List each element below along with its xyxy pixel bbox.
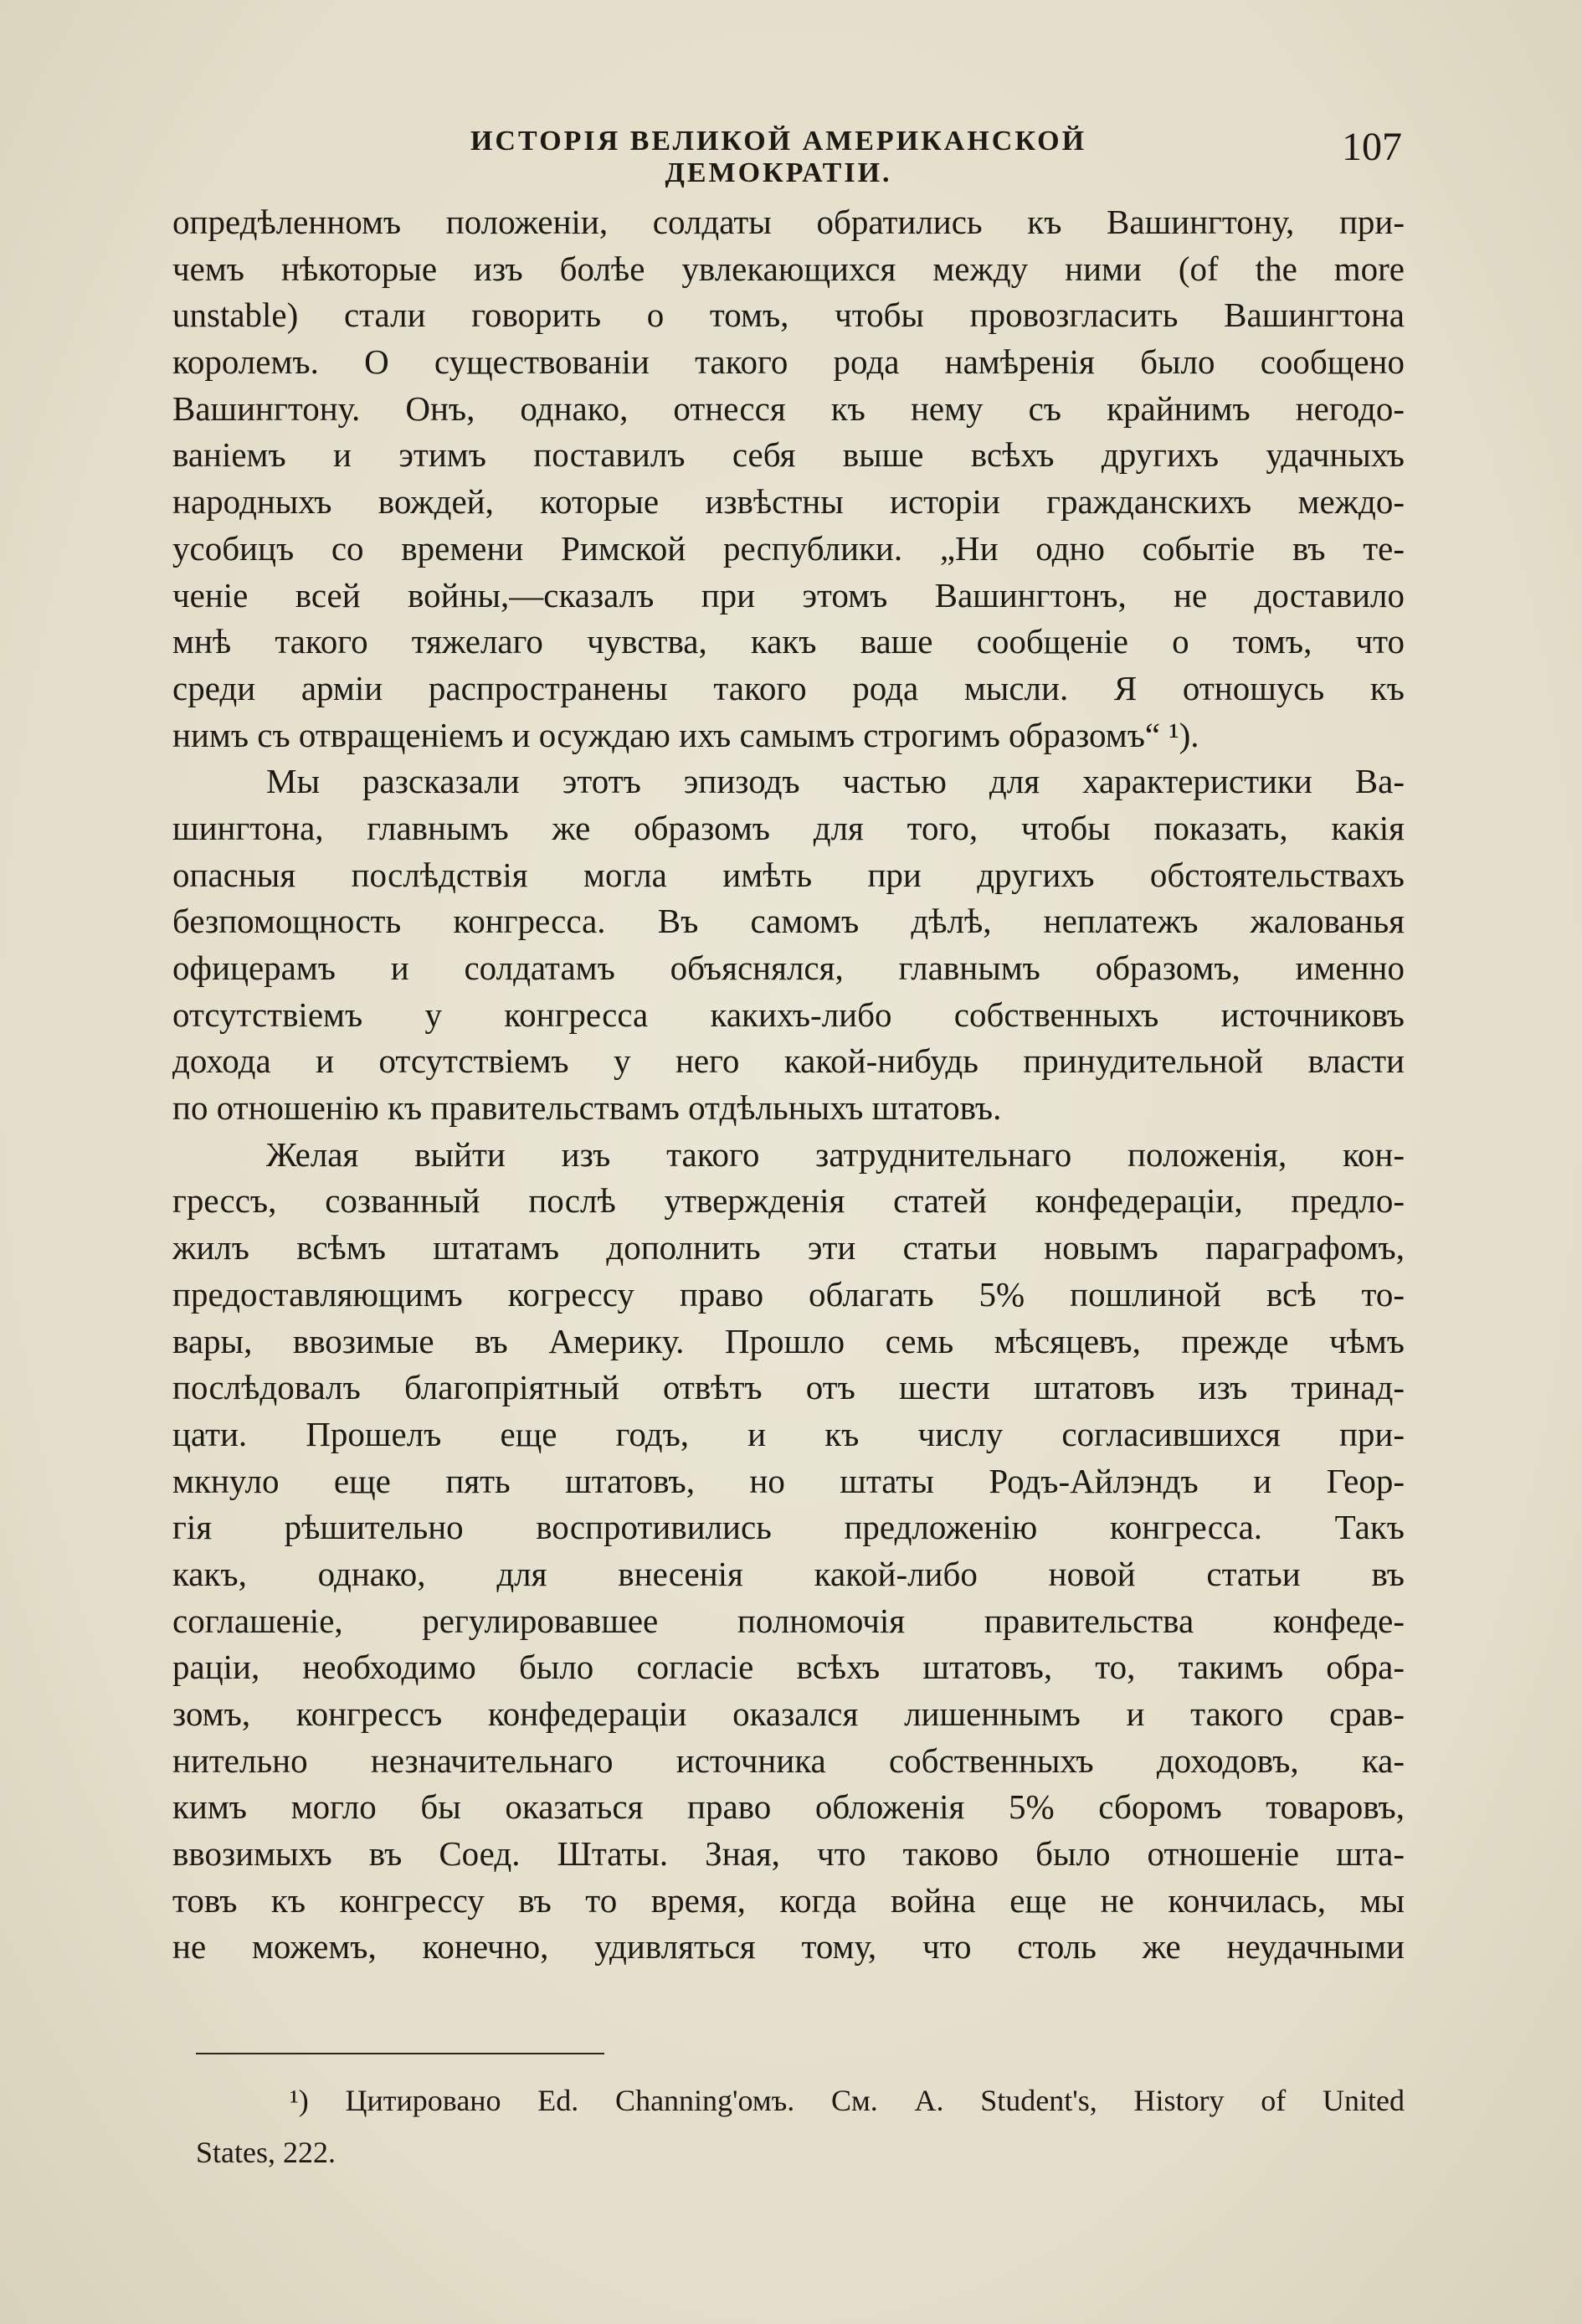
text-line: раціи, необходимо было согласіе всѣхъ штатовъ, то, такимъ обра- (172, 1648, 1405, 1687)
page-number: 107 (1342, 125, 1402, 169)
footnote-divider (196, 2053, 604, 2054)
text-line: опасныя послѣдствія могла имѣть при другихъ обстоятельствахъ (172, 855, 1405, 894)
text-line: мкнуло еще пять штатовъ, но штаты Родъ-Айлэндъ и Геор- (172, 1461, 1405, 1500)
text-line: по отношенію къ правительствамъ отдѣльныхъ штатовъ. (172, 1088, 1002, 1128)
text-line: шингтона, главнымъ же образомъ для того, чтобы показать, какія (172, 808, 1405, 847)
text-line: ввозимыхъ въ Соед. Штаты. Зная, что таково было отношеніе шта- (172, 1834, 1405, 1874)
text-line: мнѣ такого тяжелаго чувства, какъ ваше сообщеніе о томъ, что (172, 622, 1405, 661)
text-line: офицерамъ и солдатамъ объяснялся, главнымъ образомъ, именно (172, 949, 1405, 987)
text-line: безпомощность конгресса. Въ самомъ дѣлѣ, неплатежъ жалованья (172, 902, 1405, 941)
footnotes (196, 2075, 1405, 2178)
paragraph-start: Мы разсказали этотъ эпизодъ частью для характеристики Ва- (266, 762, 1405, 801)
paragraph-start: Желая выйти изъ такого затруднительнаго положенія, кон- (266, 1134, 1405, 1174)
text-line: нительно незначительнаго источника собственныхъ доходовъ, ка- (172, 1740, 1405, 1780)
text-line: кимъ могло бы оказаться право обложенія 5% сборомъ товаровъ, (172, 1787, 1405, 1827)
footnote-line: States, 222. (196, 2136, 336, 2169)
text-line: чемъ нѣкоторые изъ болѣе увлекающихся между ними (of the more (172, 249, 1405, 288)
text-line: unstable) стали говорить о томъ, чтобы провозгласить Вашингтона (172, 296, 1405, 335)
text-line: ченіе всей войны,—сказалъ при этомъ Вашингтонъ, не доставило (172, 575, 1405, 614)
text-line: королемъ. О существованіи такого рода намѣренія было сообщено (172, 342, 1405, 382)
text-line: предоставляющимъ когрессу право облагать 5% пошлиной всѣ то- (172, 1274, 1405, 1314)
text-line: не можемъ, конечно, удивляться тому, что столь же неудачными (172, 1927, 1405, 1967)
text-line: товъ къ конгрессу въ то время, когда война еще не кончилась, мы (172, 1880, 1405, 1920)
text-line: жилъ всѣмъ штатамъ дополнить эти статьи новымъ параграфомъ, (172, 1228, 1405, 1267)
text-line: гія рѣшительно воспротивились предложенію конгресса. Такъ (172, 1508, 1405, 1547)
text-line: вары, ввозимые въ Америку. Прошло семь мѣсяцевъ, прежде чѣмъ (172, 1321, 1405, 1360)
text-line: грессъ, созванный послѣ утвержденія статей конфедераціи, предло- (172, 1181, 1405, 1221)
running-title: ИСТОРІЯ ВЕЛИКОЙ АМЕРИКАНСКОЙ ДЕМОКРАТІИ. (470, 126, 1087, 188)
text-line: дохода и отсутствіемъ у него какой-нибудь принудительной власти (172, 1041, 1405, 1081)
body-text (172, 199, 1405, 1971)
text-line: народныхъ вождей, которые извѣстны исторіи гражданскихъ междо- (172, 482, 1405, 522)
footnote-line: ¹) Цитировано Ed. Channing'омъ. См. A. Student's, History of United (290, 2084, 1405, 2117)
text-line: опредѣленномъ положеніи, солдаты обратились къ Вашингтону, при- (172, 203, 1405, 241)
text-line: усобицъ со времени Римской республики. „Ни одно событіе въ те- (172, 528, 1405, 568)
text-line: послѣдовалъ благопріятный отвѣтъ отъ шести штатовъ изъ тринад- (172, 1368, 1405, 1407)
text-line: нимъ съ отвращеніемъ и осуждаю ихъ самымъ строгимъ образомъ“ ¹). (172, 715, 1199, 754)
text-line: зомъ, конгрессъ конфедераціи оказался лишеннымъ и такого срав- (172, 1694, 1405, 1733)
text-line: среди арміи распространены такого рода мысли. Я отношусь къ (172, 668, 1405, 707)
text-line: соглашеніе, регулировавшее полномочія правительства конфеде- (172, 1601, 1405, 1640)
text-line: отсутствіемъ у конгресса какихъ-либо собственныхъ источниковъ (172, 995, 1405, 1034)
text-line: цати. Прошелъ еще годъ, и къ числу согласившихся при- (172, 1414, 1405, 1453)
text-line: ваніемъ и этимъ поставилъ себя выше всѣхъ другихъ удачныхъ (172, 435, 1405, 475)
text-line: какъ, однако, для внесенія какой-либо новой статьи въ (172, 1554, 1405, 1593)
text-line: Вашингтону. Онъ, однако, отнесся къ нему съ крайнимъ негодо- (172, 388, 1405, 428)
